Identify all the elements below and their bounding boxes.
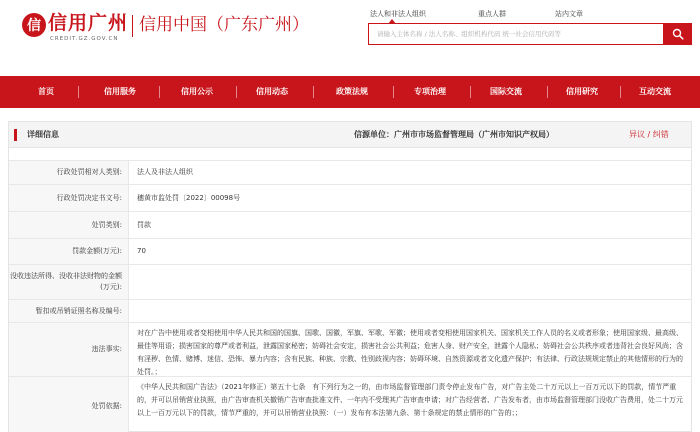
row-value: 穗黄市监处罚〔2022〕00098号 — [137, 193, 241, 202]
nav-credit-news[interactable]: 信用动态 — [256, 87, 288, 96]
row-label: 没收违法所得、没收非法财物的金额(万元): — [9, 265, 129, 299]
nav-credit-publicity[interactable]: 信用公示 — [181, 87, 213, 96]
nav-international[interactable]: 国际交流 — [490, 87, 522, 96]
main-nav — [0, 76, 700, 108]
table-row — [9, 184, 691, 211]
tab-legal-entity[interactable]: 法人和非法人组织 — [370, 10, 426, 18]
nav-policies[interactable]: 政策法规 — [336, 87, 368, 96]
logo-subtitle: 信用中国（广东广州） — [139, 15, 310, 35]
row-value — [137, 265, 685, 299]
detail-title: 详细信息 — [27, 130, 59, 139]
table-row — [9, 160, 691, 184]
detail-panel — [8, 121, 692, 432]
nav-divider — [393, 86, 394, 98]
search-button[interactable] — [664, 23, 692, 45]
table-row — [9, 376, 691, 432]
table-row — [9, 238, 691, 264]
nav-credit-service[interactable]: 信用服务 — [104, 87, 136, 96]
logo-en: CREDIT.GZ.GOV.CN — [50, 36, 119, 42]
row-label: 暂扣或吊销证照名称及编号: — [9, 300, 129, 322]
search-icon — [672, 28, 684, 40]
row-label: 处罚依据: — [9, 377, 129, 432]
row-label: 罚款金额(万元): — [9, 239, 129, 264]
row-value: 法人及非法人组织 — [137, 168, 193, 176]
table-row — [9, 322, 691, 376]
row-value: 70 — [137, 247, 146, 255]
nav-divider — [159, 86, 160, 98]
nav-credit-research[interactable]: 信用研究 — [566, 87, 598, 96]
row-value — [137, 300, 685, 322]
site-header — [0, 0, 700, 76]
tab-key-persons[interactable]: 重点人群 — [478, 10, 506, 18]
row-label: 行政处罚决定书文号: — [9, 185, 129, 211]
row-value: 罚款 — [137, 220, 151, 229]
table-row — [9, 299, 691, 322]
table-row — [9, 264, 691, 299]
detail-table — [9, 160, 691, 432]
row-label: 处罚类别: — [9, 212, 129, 238]
table-row — [9, 211, 691, 238]
nav-divider — [78, 86, 79, 98]
logo-divider — [132, 15, 133, 37]
objection-link[interactable]: 异议 / 纠错 — [629, 130, 669, 139]
nav-divider — [313, 86, 314, 98]
site-logo[interactable] — [22, 10, 309, 46]
logo-mark-icon: 信 — [22, 13, 46, 37]
nav-special-governance[interactable]: 专项治理 — [414, 87, 446, 96]
title-accent-bar — [14, 129, 17, 141]
nav-interaction[interactable]: 互动交流 — [639, 87, 671, 96]
logo-title: 信用广州 — [48, 12, 129, 34]
search-input[interactable]: 请输入主体名称 / 法人名称、组织机构代码 统一社会信用代码等 — [368, 23, 664, 45]
row-value: 《中华人民共和国广告法》（2021年修正）第五十七条 有下列行为之一的，由市场监督管理部门责令停止发布广告，对广告主处二十万元以上一百万元以下的罚款，情节严重的，并可以吊销营业执照，由广告审查机关撤销广告审查批准文件、一年内不受理其广告审查申请；对广告经营者、广告发布者，由市场监督管理部门没收广告费用，处二十万元以上一百万元以下的罚款，情节严重的，并可以吊销营业执照：（一）发布有本法第九条、第十条规定的禁止情形的广告的；； — [137, 383, 683, 417]
detail-header — [9, 122, 691, 148]
nav-divider — [547, 86, 548, 98]
row-label: 违法事实: — [9, 323, 129, 376]
row-value: 对在广告中使用或者变相使用中华人民共和国的国旗、国歌、国徽，军旗、军歌、军徽；使用或者变相使用国家机关、国家机关工作人员的名义或者形象；使用国家级、最高级、最佳等用语；损害国家的尊严或者利益，泄露国家秘密；妨碍社会安定，损害社会公共利益；危害人身、财产安全，泄露个人隐私；妨碍社会公共秩序或者违背社会良好风尚；含有淫秽、色情、赌博、迷信、恐怖、暴力内容；含有民族、种族、宗教、性别歧视内容；妨碍环境、自然资源或者文化遗产保护；有法律、行政法规规定禁止的其他情形的行为的处罚。； — [137, 329, 683, 376]
nav-divider — [236, 86, 237, 98]
source-unit: 信源单位：广州市市场监督管理局（广州市知识产权局） — [354, 130, 554, 139]
nav-home[interactable]: 首页 — [38, 87, 54, 96]
nav-divider — [620, 86, 621, 98]
tab-site-articles[interactable]: 站内文章 — [555, 10, 583, 18]
nav-divider — [470, 86, 471, 98]
row-label: 行政处罚相对人类别: — [9, 161, 129, 184]
